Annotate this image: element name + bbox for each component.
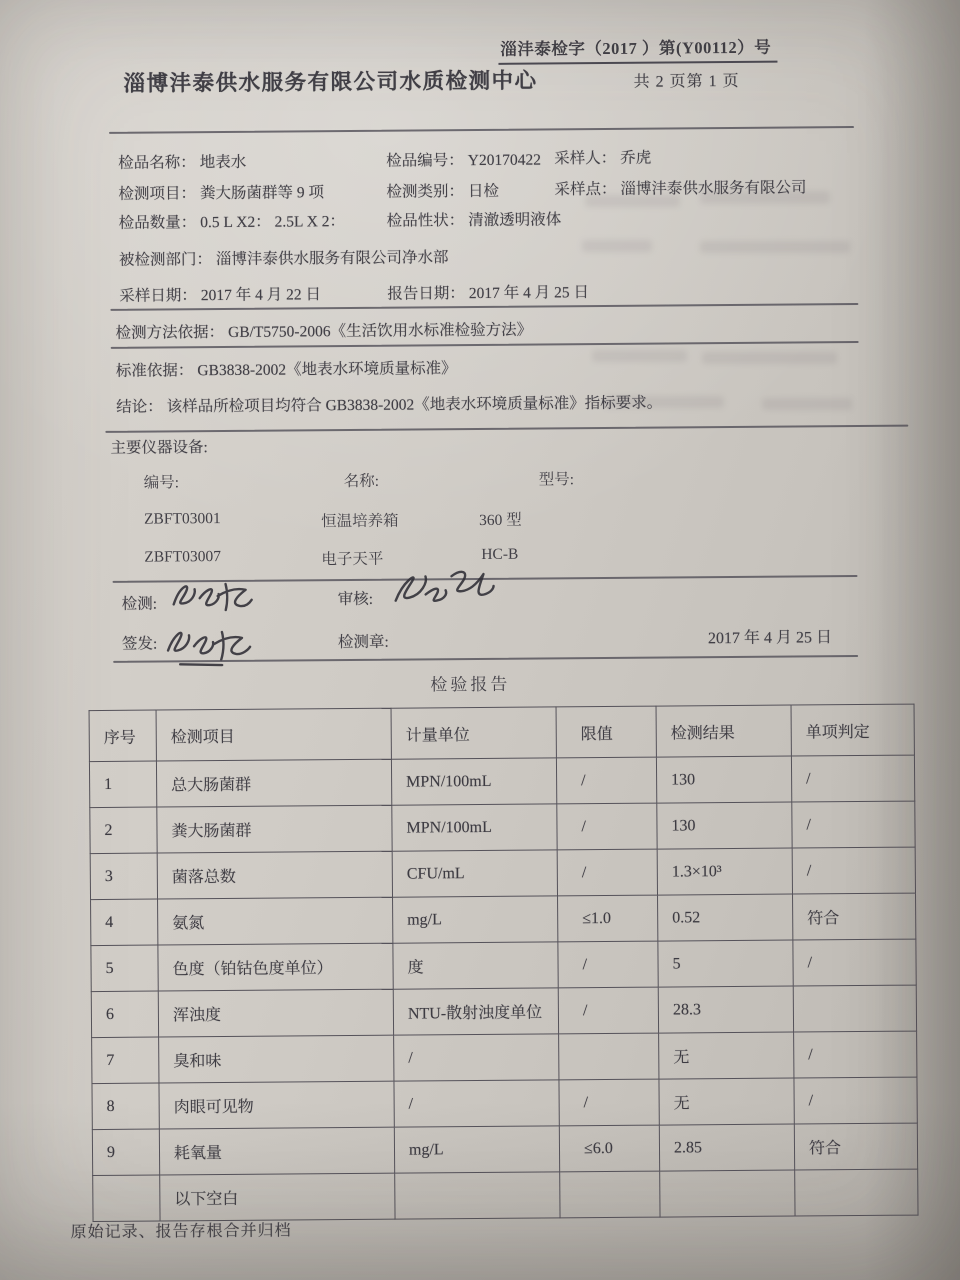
table-cell: 总大肠菌群 bbox=[156, 759, 391, 807]
field-value: GB/T5750-2006《生活饮用水标准检验方法》 bbox=[228, 321, 533, 341]
table-cell bbox=[93, 1175, 160, 1222]
field-standard-basis bbox=[116, 356, 457, 381]
table-cell: / bbox=[791, 755, 914, 802]
field-label: 检品数量： bbox=[118, 214, 197, 232]
field-value: 清澈透明液体 bbox=[468, 211, 562, 230]
issuer-label: 签发: bbox=[121, 635, 158, 653]
table-cell: 130 bbox=[656, 756, 791, 803]
field-label: 标准依据： bbox=[115, 362, 194, 380]
table-cell: / bbox=[792, 847, 915, 894]
table-cell bbox=[660, 1170, 795, 1217]
table-cell: 无 bbox=[659, 1032, 794, 1079]
table-cell: MPN/100mL bbox=[392, 804, 557, 851]
table-cell: / bbox=[794, 1077, 917, 1124]
results-table-body bbox=[89, 755, 918, 1221]
field-label: 检品性状： bbox=[386, 212, 465, 230]
field-label: 采样点： bbox=[554, 180, 617, 199]
equipment-col-label: 名称: bbox=[343, 472, 380, 491]
table-cell: 臭和味 bbox=[159, 1035, 394, 1083]
field-sampler bbox=[554, 146, 651, 169]
table-cell: 8 bbox=[92, 1083, 159, 1130]
table-cell: 5 bbox=[658, 940, 793, 987]
divider bbox=[111, 341, 859, 349]
table-header-cell: 单项判定 bbox=[791, 704, 914, 756]
field-sample-no bbox=[386, 148, 541, 171]
table-row bbox=[92, 1077, 917, 1129]
field-label: 报告日期： bbox=[387, 285, 465, 303]
table-header-cell: 序号 bbox=[89, 710, 156, 762]
table-cell: ≤6.0 bbox=[559, 1125, 659, 1172]
table-cell: CFU/mL bbox=[392, 850, 557, 897]
reference-number: 淄沣泰检字（2017 ）第(Y00112）号 bbox=[498, 34, 777, 65]
divider bbox=[105, 425, 908, 433]
equipment-model: HC-B bbox=[481, 545, 519, 563]
table-cell: 7 bbox=[92, 1037, 159, 1084]
table-row bbox=[92, 1031, 917, 1083]
table-cell: 3 bbox=[90, 853, 157, 900]
field-value: 地表水 bbox=[199, 153, 247, 172]
field-test-type bbox=[386, 179, 499, 202]
field-value: 淄博沣泰供水服务有限公司净水部 bbox=[215, 249, 449, 269]
table-cell: 0.52 bbox=[658, 894, 793, 941]
field-value: 0.5 L X2： 2.5L X 2： bbox=[200, 213, 346, 232]
field-sampling-date bbox=[119, 282, 321, 306]
table-cell: 浑浊度 bbox=[158, 989, 393, 1037]
table-header-cell: 计量单位 bbox=[391, 707, 556, 759]
field-conclusion bbox=[116, 391, 662, 417]
equipment-name: 恒温培养箱 bbox=[320, 512, 399, 531]
table-row bbox=[89, 755, 914, 807]
table-cell: 色度（铂钴色度单位） bbox=[158, 943, 393, 991]
table-cell: / bbox=[558, 987, 658, 1034]
table-cell: / bbox=[794, 1031, 917, 1078]
field-label: 检品编号： bbox=[386, 152, 464, 170]
reviewer-label: 审核: bbox=[337, 590, 374, 609]
equipment-name: 电子天平 bbox=[321, 550, 384, 569]
table-cell: 1.3×10³ bbox=[657, 848, 792, 895]
table-cell: 5 bbox=[91, 945, 158, 992]
results-table bbox=[89, 704, 919, 1222]
table-header-cell: 检测结果 bbox=[656, 705, 791, 757]
field-tested-dept bbox=[119, 245, 449, 270]
field-value: GB3838-2002《地表水环境质量标准》 bbox=[197, 360, 457, 380]
table-cell: / bbox=[394, 1034, 559, 1081]
reviewer-signature bbox=[385, 566, 500, 617]
table-cell: / bbox=[394, 1080, 559, 1127]
field-value: 2017 年 4 月 22 日 bbox=[200, 286, 322, 305]
table-row bbox=[91, 939, 916, 991]
table-cell: / bbox=[793, 939, 916, 986]
field-label: 采样日期： bbox=[119, 287, 197, 305]
field-test-items bbox=[118, 180, 324, 204]
stamp-label: 检测章: bbox=[337, 633, 389, 652]
field-label: 采样人： bbox=[554, 149, 617, 168]
field-label: 结论： bbox=[116, 398, 163, 416]
table-cell: 1 bbox=[89, 761, 156, 808]
table-cell bbox=[395, 1172, 560, 1219]
equipment-col-label: 型号: bbox=[538, 471, 575, 489]
table-row bbox=[93, 1169, 918, 1221]
table-row bbox=[91, 985, 916, 1037]
equipment-model: 360 型 bbox=[478, 511, 522, 530]
table-cell: 符合 bbox=[793, 893, 916, 940]
table-cell: 符合 bbox=[794, 1123, 917, 1170]
table-cell: NTU-散射浊度单位 bbox=[393, 988, 558, 1035]
field-value: 粪大肠菌群等 9 项 bbox=[199, 184, 325, 203]
field-label: 被检测部门： bbox=[118, 251, 213, 269]
table-cell: / bbox=[559, 1079, 659, 1126]
field-label: 检测类别： bbox=[386, 183, 465, 201]
table-cell: / bbox=[558, 941, 658, 988]
table-header-cell: 限值 bbox=[556, 706, 656, 758]
field-label: 检测项目： bbox=[118, 185, 197, 203]
table-row bbox=[90, 847, 915, 899]
table-cell: 无 bbox=[659, 1078, 794, 1125]
equipment-col-label: 编号: bbox=[143, 474, 180, 492]
table-cell: 菌落总数 bbox=[157, 851, 392, 899]
table-cell: MPN/100mL bbox=[391, 758, 556, 805]
tester-signature bbox=[165, 576, 260, 619]
table-cell: ≤1.0 bbox=[558, 895, 658, 942]
equipment-section-title: 主要仪器设备: bbox=[110, 439, 208, 457]
field-value: Y20170422 bbox=[467, 151, 542, 170]
table-cell: 以下空白 bbox=[160, 1173, 395, 1221]
table-cell: 2.85 bbox=[659, 1124, 794, 1171]
report-heading: 检验报告 bbox=[430, 674, 511, 695]
table-cell: 28.3 bbox=[658, 986, 793, 1033]
table-cell: 粪大肠菌群 bbox=[157, 805, 392, 853]
field-value: 2017 年 4 月 25 日 bbox=[468, 284, 589, 303]
issue-date: 2017 年 4 月 25 日 bbox=[707, 629, 833, 648]
field-method-basis bbox=[115, 318, 532, 343]
table-cell: 6 bbox=[91, 991, 158, 1038]
table-cell: 氨氮 bbox=[158, 897, 393, 945]
table-cell: / bbox=[557, 803, 657, 850]
table-header-cell: 检测项目 bbox=[156, 708, 391, 761]
table-cell: mg/L bbox=[394, 1126, 559, 1173]
table-cell: 肉眼可见物 bbox=[159, 1081, 394, 1129]
equipment-id: ZBFT03007 bbox=[144, 548, 222, 566]
table-cell: 9 bbox=[92, 1129, 159, 1176]
table-cell bbox=[793, 985, 916, 1032]
table-cell: 耗氧量 bbox=[159, 1127, 394, 1175]
field-value: 淄博沣泰供水服务有限公司 bbox=[620, 179, 807, 198]
table-cell: 度 bbox=[393, 942, 558, 989]
footer-note: 原始记录、报告存根合并归档 bbox=[70, 1222, 292, 1242]
field-label: 检品名称： bbox=[118, 154, 196, 172]
page-count: 共 2 页第 1 页 bbox=[633, 72, 740, 91]
divider bbox=[109, 126, 854, 134]
table-cell: 4 bbox=[91, 899, 158, 946]
table-cell: mg/L bbox=[393, 896, 558, 943]
page-title: 淄博沣泰供水服务有限公司水质检测中心 bbox=[123, 68, 538, 96]
table-cell: / bbox=[792, 801, 915, 848]
equipment-id: ZBFT03001 bbox=[143, 510, 221, 528]
field-label: 检测方法依据： bbox=[115, 324, 225, 342]
field-report-date bbox=[387, 280, 589, 304]
field-value: 该样品所检项目均符合 GB3838-2002《地表水环境质量标准》指标要求。 bbox=[166, 394, 663, 416]
table-row bbox=[90, 801, 915, 853]
table-cell: / bbox=[557, 849, 657, 896]
field-sampling-point bbox=[554, 175, 806, 199]
tester-label: 检测: bbox=[121, 595, 158, 613]
field-value: 日检 bbox=[467, 182, 500, 201]
field-sample-state bbox=[387, 207, 562, 230]
table-cell: / bbox=[556, 757, 656, 804]
table-cell bbox=[795, 1169, 918, 1216]
table-cell: 2 bbox=[90, 807, 157, 854]
table-row bbox=[91, 893, 916, 945]
field-value: 乔虎 bbox=[620, 149, 652, 167]
field-sample-qty bbox=[119, 209, 345, 233]
table-cell bbox=[560, 1171, 660, 1218]
table-cell bbox=[559, 1033, 659, 1080]
table-cell: 130 bbox=[657, 802, 792, 849]
table-row bbox=[92, 1123, 917, 1175]
field-sample-name bbox=[118, 150, 246, 173]
table-header-row bbox=[89, 704, 914, 761]
